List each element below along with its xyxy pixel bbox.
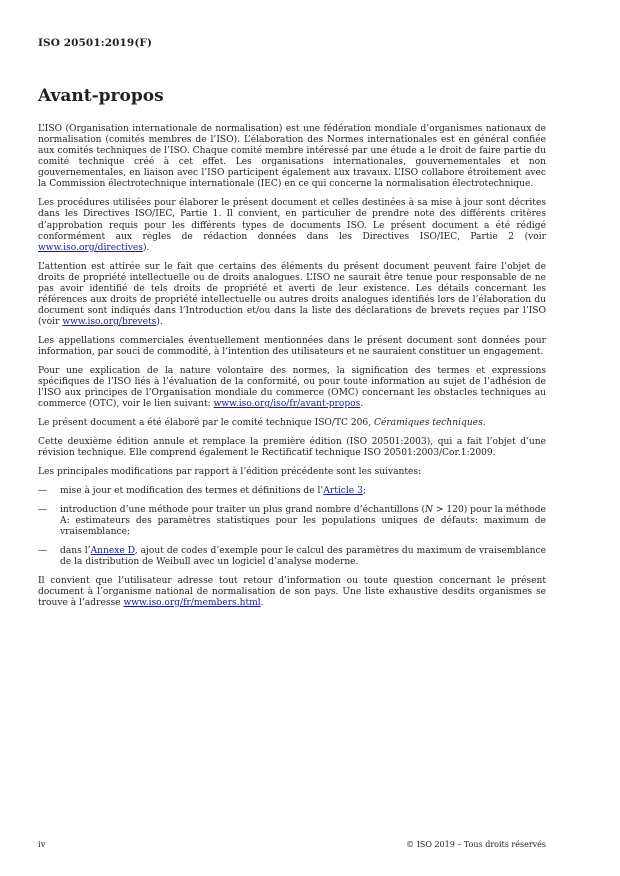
- paragraph-text: Le présent document a été élaboré par le comité technique ISO/TC 206,: [38, 418, 374, 429]
- list-dash: —: [38, 545, 48, 556]
- paragraph-changes-intro: Les principales modifications par rapport à l’édition précédente sont les suivantes:: [38, 467, 422, 478]
- paragraph-patents: [38, 262, 546, 329]
- paragraph-text-end: .: [360, 399, 364, 410]
- copyright-notice: © ISO 2019 – Tous droits réservés: [406, 840, 546, 849]
- paragraph-text: Pour une explication de la nature volontaire des normes, la signification des termes et expressions spécifiques de l’ISO liés à l’évaluation de la conformité, ou pour toute information au sujet de l’adhésion de l’ISO aux principes de l’Organisation mondiale du commerce (OMC) concernant les obstacles techniques au commerce (OTC), voir le lien suivant:: [38, 365, 546, 410]
- paragraph-text-end: ).: [156, 317, 163, 328]
- paragraph-text: Il convient que l’utilisateur adresse tout retour d’information ou toute question concernant le présent document à l’organisme national de normalisation de son pays. Une liste exhaustive desdits organismes se trouve à l’adresse: [38, 575, 546, 609]
- paragraph-text: Les procédures utilisées pour élaborer le présent document et celles destinées à sa mise à jour sont décrites dans les Directives ISO/IEC, Partie 1. Il convient, en particulier de prendre note des différents critères d’approbation requis pour les différents types de documents ISO. Le présent document a été rédigé conformément aux règles de rédaction données dans les Directives ISO/IEC, Partie 2 (voir: [38, 198, 546, 242]
- list-text-end: > 120) pour la méthode A: estimateurs des paramètres statistiques pour les populations uniques de défauts: maximum de vraisemblance;: [60, 504, 546, 537]
- annex-d-link[interactable]: Annexe D: [90, 545, 135, 556]
- list-item: [38, 486, 546, 497]
- list-text-end: , ajout de codes d’exemple pour le calcul des paramètres du maximum de vraisemblance de la distribution de Weibull avec un logiciel d’analyse moderne.: [60, 545, 546, 567]
- article-3-link[interactable]: Article 3: [323, 485, 363, 496]
- committee-name: Céramiques techniques: [374, 418, 483, 429]
- variable-n: N: [425, 504, 433, 515]
- paragraph-text: L’attention est attirée sur le fait que certains des éléments du présent document peuvent faire l’objet de droits de propriété intellectuelle ou de droits analogues. L’ISO ne saurait être tenue pour responsable de ne pas avoir identifié de tels droits de propriété et averti de leur existence. Les détails concernant les références aux droits de propriété intellectuelle ou autres droits analogues identifiés lors de l’élaboration du document sont indiqués dans l’Introduction et/ou dans la liste des déclarations de brevets reçues par l’ISO (voir: [38, 261, 546, 328]
- list-dash: —: [38, 504, 48, 515]
- list-item-text: [60, 546, 546, 568]
- list-text: mise à jour et modification des termes et définitions de l’: [60, 485, 324, 496]
- list-text: dans l’: [60, 545, 91, 556]
- paragraph-text-end: ).: [142, 242, 150, 253]
- paragraph-iso-intro: L’ISO (Organisation internationale de normalisation) est une fédération mondiale d’organismes nationaux de normalisation (comités membres de l’ISO). L’élaboration des Normes internationales est en général confiée aux comités techniques de l’ISO. Chaque comité membre intéressé par une étude a le droit de faire partie du comité technique créé à cet effet. Les organisations internationales, gouvernementales et non gouvernementales, en liaison avec l’ISO participent également aux travaux. L’ISO collabore étroitement avec la Commission électrotechnique internationale (IEC) en ce qui concerne la normalisation électrotechnique.: [38, 124, 546, 190]
- list-text: introduction d’une méthode pour traiter un plus grand nombre d’échantillons (: [60, 504, 426, 515]
- paragraph-text-end: .: [260, 598, 264, 609]
- list-dash: —: [38, 485, 48, 496]
- patents-link[interactable]: www.iso.org/brevets: [62, 317, 157, 328]
- paragraph-committee: [38, 418, 546, 429]
- foreword-body: [38, 124, 546, 617]
- paragraph-procedures: [38, 198, 546, 253]
- list-text-end: ;: [362, 485, 366, 496]
- paragraph-trade-names: Les appellations commerciales éventuellement mentionnées dans le présent document sont données pour information, par souci de commodité, à l’intention des utilisateurs et ne sauraient constituer un engagement.: [38, 335, 546, 358]
- members-link[interactable]: www.iso.org/fr/members.html: [123, 598, 261, 609]
- foreword-link[interactable]: www.iso.org/iso/fr/avant-propos: [213, 399, 361, 410]
- list-item-text: [60, 505, 546, 538]
- list-item: [38, 546, 546, 568]
- directives-link[interactable]: www.iso.org/directives: [38, 242, 143, 253]
- page-title: Avant-propos: [38, 86, 164, 106]
- paragraph-edition: Cette deuxième édition annule et remplace la première édition (ISO 20501:2003), qui a fait l’objet d’une révision technique. Elle comprend également le Rectificatif technique ISO 20501:2003/Cor.1:2009.: [38, 437, 546, 459]
- list-item-text: [60, 486, 546, 497]
- list-item: [38, 505, 546, 538]
- paragraph-feedback: [38, 576, 546, 609]
- paragraph-voluntary-nature: [38, 366, 546, 410]
- page-number: iv: [38, 840, 46, 850]
- document-id: ISO 20501:2019(F): [38, 37, 153, 49]
- paragraph-text-end: .: [482, 418, 486, 429]
